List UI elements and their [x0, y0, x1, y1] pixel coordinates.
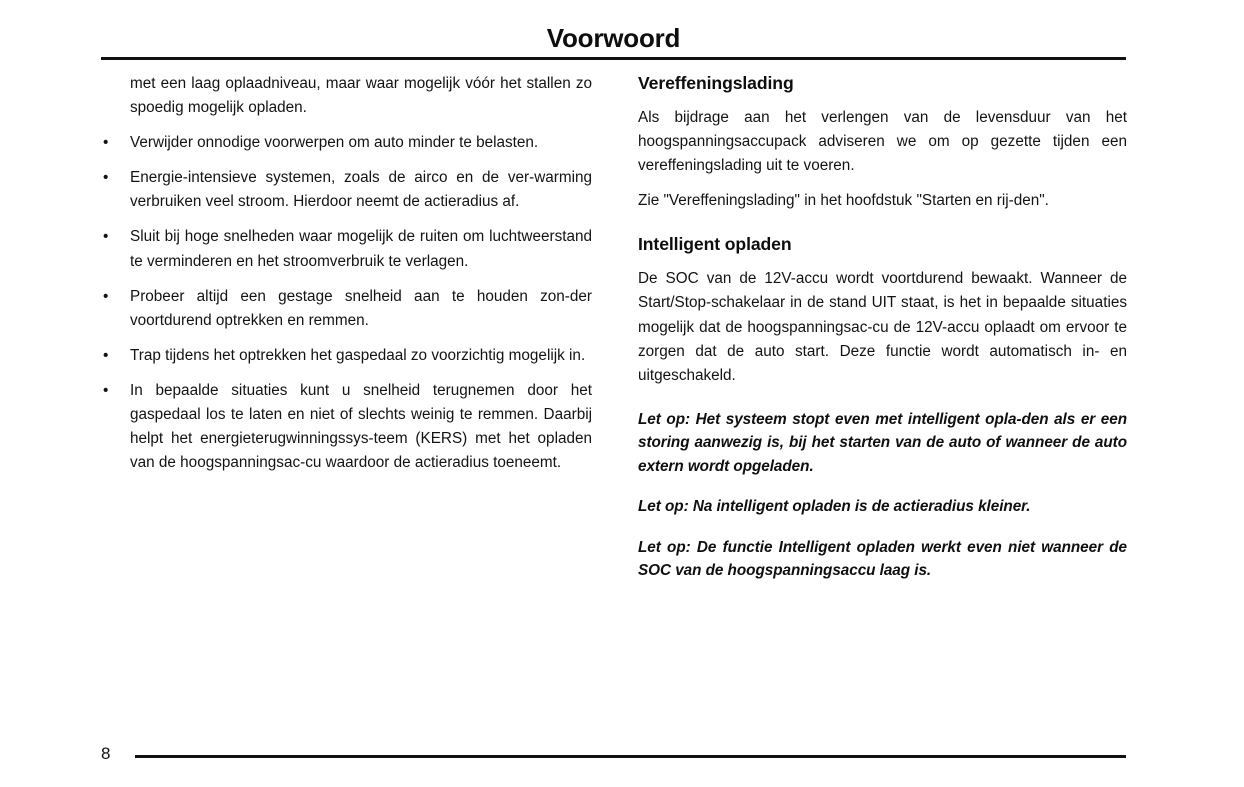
list-item-text: In bepaalde situaties kunt u snelheid terugnemen door het gaspedaal los te laten en niet of slechts weinig te remmen. Daarbij helpt het energieterugwinningssys-teem (KERS) met het opladen van de hoogspanningsac-cu waardoor de actieradius toeneemt.	[130, 381, 592, 472]
list-item	[101, 344, 592, 368]
page-title: Voorwoord	[546, 23, 681, 53]
list-item	[101, 166, 592, 214]
section-paragraph: De SOC van de 12V-accu wordt voortdurend bewaakt. Wanneer de Start/Stop-schakelaar in de stand UIT staat, is het in bepaalde situaties mogelijk dat de hoogspanningsac-cu de 12V-accu oplaadt om ervoor te zorgen dat de auto start. Deze functie wordt automatisch in- en uitgeschakeld.	[638, 270, 1127, 384]
list-item	[101, 379, 592, 475]
bullet-icon: •	[103, 169, 109, 187]
list-item-text: Probeer altijd een gestage snelheid aan te houden zon-der voortdurend optrekken en remmen.	[130, 287, 592, 329]
bullet-icon: •	[103, 134, 109, 152]
header-divider	[101, 57, 1126, 60]
note-paragraph: Let op: De functie Intelligent opladen werkt even niet wanneer de SOC van de hoogspanningsaccu laag is.	[638, 538, 1127, 580]
section-paragraph: Als bijdrage aan het verlengen van de levensduur van het hoogspanningsaccupack adviseren we om op gezette tijden een vereffeningslading uit te voeren.	[638, 109, 1127, 175]
tips-bullet-list	[101, 131, 592, 475]
section-heading-vereffeningslading: Vereffeningslading	[638, 73, 794, 93]
section-paragraph: Zie "Vereffeningslading" in het hoofdstuk "Starten en rij-den".	[638, 192, 1049, 210]
list-item-text: Energie-intensieve systemen, zoals de airco en de ver-warming verbruiken veel stroom. Hierdoor neemt de actieradius af.	[130, 169, 592, 211]
page-number: 8	[101, 744, 111, 763]
bullet-icon: •	[103, 381, 109, 399]
bullet-icon: •	[103, 287, 109, 305]
page-header	[0, 0, 1244, 60]
bullet-icon: •	[103, 346, 109, 364]
list-item	[101, 225, 592, 273]
note-paragraph: Let op: Het systeem stopt even met intelligent opla-den als er een storing aanwezig is, bij het starten van de auto of wanneer de auto extern wordt opgeladen.	[638, 410, 1127, 475]
continuation-paragraph: met een laag oplaadniveau, maar waar mogelijk vóór het stallen zo spoedig mogelijk opladen.	[130, 75, 592, 117]
note-paragraph: Let op: Na intelligent opladen is de actieradius kleiner.	[638, 498, 1031, 516]
list-item-text: Trap tijdens het optrekken het gaspedaal zo voorzichtig mogelijk in.	[130, 346, 586, 364]
left-column	[101, 72, 592, 486]
page-footer	[0, 727, 1244, 787]
list-item-text: Verwijder onnodige voorwerpen om auto minder te belasten.	[130, 134, 539, 152]
right-column	[638, 72, 1127, 600]
list-item-text: Sluit bij hoge snelheden waar mogelijk de ruiten om luchtweerstand te verminderen en het stroomverbruik te verlagen.	[130, 228, 592, 270]
footer-divider	[135, 755, 1126, 758]
list-item	[101, 285, 592, 333]
section-heading-intelligent-opladen: Intelligent opladen	[638, 234, 792, 255]
bullet-icon: •	[103, 228, 109, 246]
list-item	[101, 131, 592, 155]
